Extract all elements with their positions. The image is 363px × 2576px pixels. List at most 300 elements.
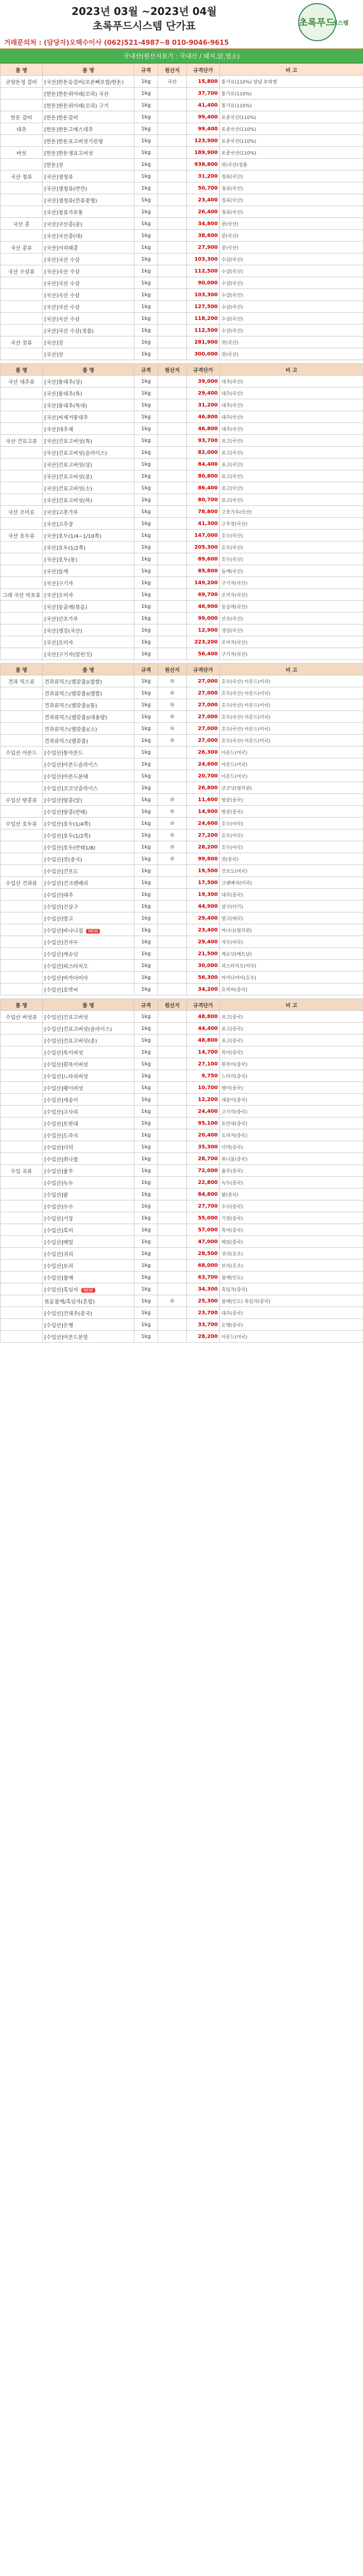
category-cell [1, 1058, 43, 1070]
product-name: [수입산]건자두 [44, 940, 78, 946]
product-name-cell [43, 794, 134, 806]
price-cell: 27,700 [187, 1200, 220, 1212]
product-name: [수입산]호두(1/4쪽) [44, 821, 91, 827]
unit-cell: 1kg [134, 636, 158, 648]
note-cell: 녹두(중국) [220, 1177, 363, 1189]
table-row [1, 782, 363, 794]
product-name: [수입산]느타리버섯 [44, 1074, 89, 1080]
product-name: [국산]건표고버섯(하) [44, 498, 92, 504]
price-cell: 26,300 [187, 747, 220, 758]
product-name-cell [43, 758, 134, 770]
product-name: [국산]건표고버섯(중) [44, 474, 92, 480]
price-cell: 123,900 [187, 135, 220, 147]
price-cell: 34,800 [187, 218, 220, 230]
product-name: [수입산]아몬드분말 [44, 1334, 89, 1341]
origin-mark-cell [158, 348, 187, 360]
product-name-cell [43, 1070, 134, 1082]
product-name-cell [43, 1011, 134, 1023]
price-cell: 46,800 [187, 411, 220, 423]
price-cell: 23,700 [187, 1307, 220, 1319]
unit-cell: 1kg [134, 829, 158, 841]
table-row [1, 924, 363, 936]
unit-cell: 1kg [134, 601, 158, 613]
product-name-cell [43, 747, 134, 758]
price-cell: 223,200 [187, 636, 220, 648]
origin-mark-cell [158, 242, 187, 253]
category-cell [1, 1153, 43, 1165]
note-cell: 취나물(중국) [220, 1153, 363, 1165]
product-name: 견과류믹스(렐갖춤)(소) [44, 726, 97, 733]
product-name: [수입산]건살구 [44, 904, 78, 910]
product-name: [국산]구기자 [44, 581, 74, 587]
note-cell: 토종국산(110%) [220, 123, 363, 135]
note-cell: 대추(국산) [220, 387, 363, 399]
product-name-cell [43, 423, 134, 435]
unit-cell: 1kg [134, 877, 158, 889]
category-cell [1, 782, 43, 794]
product-name: [수입산]아몬드슬라이스 [44, 762, 98, 768]
product-name-cell [43, 936, 134, 948]
product-name-cell [43, 877, 134, 889]
origin-mark-cell [158, 171, 187, 182]
origin-mark-cell [158, 1082, 187, 1094]
table-row [1, 1023, 363, 1035]
product-name-cell [43, 818, 134, 829]
header-unit: 규격 [134, 999, 158, 1011]
table-row [1, 423, 363, 435]
table-row [1, 613, 363, 624]
new-badge: NEW [81, 1288, 95, 1293]
origin-mark-cell [158, 865, 187, 877]
product-name-cell [43, 1189, 134, 1200]
table-row [1, 675, 363, 687]
product-name-cell [43, 1295, 134, 1307]
unit-cell: 1kg [134, 818, 158, 829]
origin-mark-cell [158, 901, 187, 912]
category-cell [1, 553, 43, 565]
table-row [1, 1212, 363, 1224]
table-row [1, 123, 363, 135]
note-cell: 피스타치오(미국) [220, 960, 363, 972]
table-row [1, 1082, 363, 1094]
unit-cell: 1kg [134, 313, 158, 325]
product-name: [수입산]망고 [44, 916, 74, 922]
price-cell: 33,700 [187, 1319, 220, 1331]
product-name: [국산]오미자 [44, 640, 74, 646]
product-name: [국산]잣 [44, 352, 63, 358]
product-name: [국산]씨제거통대추 [44, 415, 89, 421]
note-cell: 표고(국산) [220, 459, 363, 470]
origin-mark-cell: ◎ [158, 699, 187, 711]
unit-cell: 1kg [134, 1295, 158, 1307]
note-cell: 고사리(중국) [220, 1106, 363, 1117]
product-name: [국산]고춧가루 [44, 510, 78, 516]
origin-mark-cell [158, 88, 187, 99]
product-name: [수입산]메밀 [44, 1240, 74, 1246]
unit-cell: 1kg [134, 699, 158, 711]
category-cell [1, 901, 43, 912]
header-note: 비 고 [220, 999, 363, 1011]
unit-cell: 1kg [134, 1200, 158, 1212]
product-name-cell [43, 1082, 134, 1094]
category-cell [1, 88, 43, 99]
product-name-cell [43, 265, 134, 277]
header-origin: 원산지 [158, 364, 187, 376]
category-cell [1, 1023, 43, 1035]
note-cell: 아몬드(미국) [220, 747, 363, 758]
unit-cell: 1kg [134, 960, 158, 972]
table-row [1, 1011, 363, 1023]
note-cell: 참깨(인도) 흑임자(중국) [220, 1295, 363, 1307]
category-cell: 수입산 호두류 [1, 818, 43, 829]
price-cell: 27,000 [187, 711, 220, 723]
table-row [1, 1094, 363, 1106]
header-note: 비 고 [220, 664, 363, 675]
table-row [1, 877, 363, 889]
table-row [1, 1283, 363, 1295]
note-cell: 수수(중국) [220, 1200, 363, 1212]
note-cell: 생강(국산) [220, 624, 363, 636]
unit-cell: 1kg [134, 758, 158, 770]
header-origin: 원산지 [158, 664, 187, 675]
table-row [1, 624, 363, 636]
unit-cell: 1kg [134, 111, 158, 123]
unit-cell: 1kg [134, 88, 158, 99]
company-logo [287, 2, 359, 45]
price-cell: 20,700 [187, 770, 220, 782]
product-name: [수입산]더덕 [44, 1145, 74, 1151]
origin-mark-cell: ◎ [158, 711, 187, 723]
unit-cell: 1kg [134, 242, 158, 253]
product-name-cell [43, 565, 134, 577]
origin-mark-cell [158, 1141, 187, 1153]
product-name: [수입산]건대추(중국) [44, 1311, 92, 1317]
product-name: [국산]통대추(특) [44, 391, 82, 397]
origin-mark-cell [158, 1094, 187, 1106]
table-row [1, 901, 363, 912]
origin-mark-cell [158, 1035, 187, 1046]
origin-mark-cell [158, 253, 187, 265]
product-name-cell [43, 447, 134, 459]
category-cell [1, 565, 43, 577]
category-cell [1, 1189, 43, 1200]
product-name-cell [43, 1106, 134, 1117]
origin-mark-cell: ◎ [158, 853, 187, 865]
product-name-cell [43, 1200, 134, 1212]
category-cell [1, 1248, 43, 1260]
product-name: [수입산]흑임자 [44, 1287, 78, 1293]
product-name: [국산]생청류(반깐) [44, 186, 88, 192]
product-name-cell [43, 1236, 134, 1248]
note-cell: 망고(태국) [220, 912, 363, 924]
category-cell [1, 399, 43, 411]
page-title: 2023년 03월 ~2023년 04월 [72, 5, 217, 18]
category-cell [1, 206, 43, 218]
note-cell: 호두(국산) [220, 541, 363, 553]
table-row [1, 325, 363, 336]
product-name: [수입산]은행 [44, 1323, 74, 1329]
price-cell: 205,300 [187, 541, 220, 553]
category-cell: 대추 [1, 123, 43, 135]
category-cell [1, 912, 43, 924]
origin-mark-cell [158, 1236, 187, 1248]
table-row [1, 313, 363, 325]
category-cell [1, 411, 43, 423]
origin-mark-cell: ◎ [158, 818, 187, 829]
product-name-cell [43, 577, 134, 589]
table-row [1, 1106, 363, 1117]
table-row [1, 1189, 363, 1200]
price-cell: 27,000 [187, 735, 220, 747]
origin-banner: 국내산(원산지표기 : 국내산 / 돼지,닭,염소) [0, 49, 363, 63]
note-cell: 아몬드(미국) [220, 758, 363, 770]
origin-mark-cell [158, 758, 187, 770]
unit-cell: 1kg [134, 230, 158, 242]
unit-cell: 1kg [134, 613, 158, 624]
note-cell: 고추장(국산) [220, 518, 363, 530]
price-cell: 19,500 [187, 865, 220, 877]
product-name-cell [43, 1224, 134, 1236]
note-cell: 대추(중국) [220, 1307, 363, 1319]
origin-mark-cell [158, 648, 187, 660]
product-name: [수입산]건표고버섯(슬라이스) [44, 1026, 112, 1032]
table-row [1, 1295, 363, 1307]
note-cell: 더덕(중국) [220, 1141, 363, 1153]
origin-mark-cell [158, 589, 187, 601]
unit-cell: 1kg [134, 1272, 158, 1283]
note-cell: 아몬드(미국) [220, 770, 363, 782]
unit-cell: 1kg [134, 889, 158, 901]
table-row [1, 171, 363, 182]
header-price: 규격단가 [187, 64, 220, 76]
price-cell: 27,100 [187, 1058, 220, 1070]
price-cell: 25,300 [187, 1295, 220, 1307]
category-cell [1, 1224, 43, 1236]
price-cell: 89,600 [187, 553, 220, 565]
category-cell [1, 577, 43, 589]
price-cell: 95,100 [187, 1117, 220, 1129]
category-cell [1, 159, 43, 171]
table-row [1, 853, 363, 865]
table-row [1, 194, 363, 206]
unit-cell: 1kg [134, 265, 158, 277]
table-row [1, 747, 363, 758]
origin-mark-cell [158, 159, 187, 171]
note-cell: 콩(국산) [220, 242, 363, 253]
origin-mark-cell [158, 1283, 187, 1295]
note-cell: 참깨(인도) [220, 1272, 363, 1283]
note-cell: 보리(호주) [220, 1260, 363, 1272]
origin-mark-cell: ◎ [158, 841, 187, 853]
product-name-cell [43, 1248, 134, 1260]
note-cell: 기장(중국) [220, 1212, 363, 1224]
unit-cell: 1kg [134, 459, 158, 470]
unit-cell: 1kg [134, 253, 158, 265]
unit-cell: 1kg [134, 336, 158, 348]
unit-cell: 1kg [134, 135, 158, 147]
product-name: [한돈]잣 [44, 162, 63, 168]
price-cell: 14,900 [187, 806, 220, 818]
origin-mark-cell [158, 277, 187, 289]
category-cell [1, 1236, 43, 1248]
unit-cell: 1kg [134, 1023, 158, 1035]
note-cell: 구기자(국산) [220, 577, 363, 589]
table-row [1, 301, 363, 313]
product-name: [수입산]흰목이버섯 [44, 1062, 89, 1068]
product-name-cell [43, 589, 134, 601]
price-cell: 103,300 [187, 253, 220, 265]
product-name: [수입산]새송이 [44, 1097, 78, 1104]
product-name: [국산]호두(1/4~1/10쪽) [44, 533, 101, 539]
price-cell: 48,800 [187, 1011, 220, 1023]
note-cell: 콩(국산) [220, 218, 363, 230]
note-cell: 마카다미아(호주) [220, 972, 363, 984]
unit-cell: 1kg [134, 687, 158, 699]
product-name-cell [43, 1153, 134, 1165]
price-cell: 127,500 [187, 301, 220, 313]
category-cell: 수입산 아몬드 [1, 747, 43, 758]
note-cell: 코코넛(필리핀) [220, 782, 363, 794]
price-cell: 24,600 [187, 818, 220, 829]
product-name: [국산]서리태콩 [44, 245, 78, 251]
unit-cell: 1kg [134, 123, 158, 135]
product-name: [국산]국산 수삼 [44, 257, 80, 263]
category-cell [1, 758, 43, 770]
note-cell: 잣(중국) [220, 853, 363, 865]
category-cell: 국산 조미료 [1, 506, 43, 518]
table-row [1, 936, 363, 948]
origin-mark-cell [158, 577, 187, 589]
price-cell: 21,500 [187, 948, 220, 960]
product-name-cell [43, 782, 134, 794]
unit-cell: 1kg [134, 984, 158, 995]
category-cell [1, 1082, 43, 1094]
new-badge: NEW [86, 929, 100, 934]
note-cell: 대추(중국) [220, 889, 363, 901]
unit-cell: 1kg [134, 518, 158, 530]
product-name-cell [43, 1035, 134, 1046]
table-row [1, 723, 363, 735]
product-name: [국산]국산 수삼 [44, 304, 80, 311]
price-cell: 99,400 [187, 123, 220, 135]
note-cell: 호두(국산) 아몬드(미국) [220, 675, 363, 687]
table-row [1, 99, 363, 111]
origin-mark-cell [158, 948, 187, 960]
table-row [1, 76, 363, 88]
product-name: [국산]둥굴레(볶음) [44, 604, 88, 611]
price-cell: 28,700 [187, 1153, 220, 1165]
unit-cell: 1kg [134, 1212, 158, 1224]
unit-cell: 1kg [134, 1094, 158, 1106]
note-cell: 크랜베리(미국) [220, 877, 363, 889]
category-cell [1, 194, 43, 206]
table-header-row [1, 364, 363, 376]
note-cell: 들깨(국산) [220, 565, 363, 577]
unit-cell: 1kg [134, 376, 158, 387]
note-cell: 표고(중국) [220, 1035, 363, 1046]
product-name: [수입산]호박씨 [44, 987, 78, 993]
product-name-cell [43, 230, 134, 242]
category-cell [1, 1272, 43, 1283]
price-cell: 44,400 [187, 1023, 220, 1035]
price-cell: 80,700 [187, 494, 220, 506]
product-name-cell [43, 806, 134, 818]
table-header-row [1, 64, 363, 76]
header-origin: 원산지 [158, 64, 187, 76]
table-row [1, 206, 363, 218]
note-cell: 잣(국산)정품 [220, 159, 363, 171]
table-row [1, 948, 363, 960]
category-cell [1, 423, 43, 435]
category-cell [1, 829, 43, 841]
note-cell: 수삼(국산) [220, 313, 363, 325]
origin-mark-cell [158, 135, 187, 147]
price-cell: 47,000 [187, 1236, 220, 1248]
header-category: 품 명 [1, 64, 43, 76]
unit-cell: 1kg [134, 447, 158, 459]
origin-mark-cell [158, 289, 187, 301]
product-name: [수입산]수수 [44, 1204, 74, 1210]
header [0, 0, 363, 49]
price-cell: 27,000 [187, 699, 220, 711]
category-cell [1, 348, 43, 360]
table-row [1, 399, 363, 411]
origin-mark-cell: ◎ [158, 723, 187, 735]
product-name: [국산]잣 [44, 340, 63, 346]
unit-cell: 1kg [134, 747, 158, 758]
note-cell: 표고(국산) [220, 435, 363, 447]
logo-side-text: 시스템 [332, 20, 349, 26]
price-cell: 56,400 [187, 648, 220, 660]
table-row [1, 1141, 363, 1153]
price-cell: 30,000 [187, 960, 220, 972]
note-cell: 토종국산(110%) [220, 135, 363, 147]
category-cell [1, 482, 43, 494]
table-row [1, 1070, 363, 1082]
unit-cell: 1kg [134, 770, 158, 782]
product-name-cell [43, 1307, 134, 1319]
product-name-cell [43, 1177, 134, 1189]
origin-mark-cell [158, 1260, 187, 1272]
header-category: 품 명 [1, 364, 43, 376]
price-cell: 24,400 [187, 1106, 220, 1117]
note-cell: 토종국산(110%) [220, 147, 363, 159]
note-cell: 수삼(국산) [220, 277, 363, 289]
product-name-cell [43, 99, 134, 111]
unit-cell: 1kg [134, 735, 158, 747]
unit-cell: 1kg [134, 565, 158, 577]
origin-mark-cell [158, 912, 187, 924]
note-cell: 통가로(110%) [220, 99, 363, 111]
unit-cell: 1kg [134, 924, 158, 936]
unit-cell: 1kg [134, 806, 158, 818]
category-cell [1, 470, 43, 482]
origin-mark-cell: ◎ [158, 829, 187, 841]
product-name-cell [43, 541, 134, 553]
product-name: [수입산]건크랜베리 [44, 880, 89, 887]
product-name: 견과류믹스(렐갖춤)(렐쌀) [44, 691, 102, 697]
product-name: [국산]생강(국산) [44, 628, 82, 634]
product-name: [국산]생청류 [44, 174, 74, 180]
origin-mark-cell [158, 1248, 187, 1260]
category-cell [1, 1177, 43, 1189]
note-cell: 표고(국산) [220, 447, 363, 459]
unit-cell: 1kg [134, 76, 158, 88]
table-row [1, 289, 363, 301]
product-name: [수입산]아몬드분태 [44, 774, 89, 780]
table-row [1, 699, 363, 711]
product-name-cell [43, 648, 134, 660]
